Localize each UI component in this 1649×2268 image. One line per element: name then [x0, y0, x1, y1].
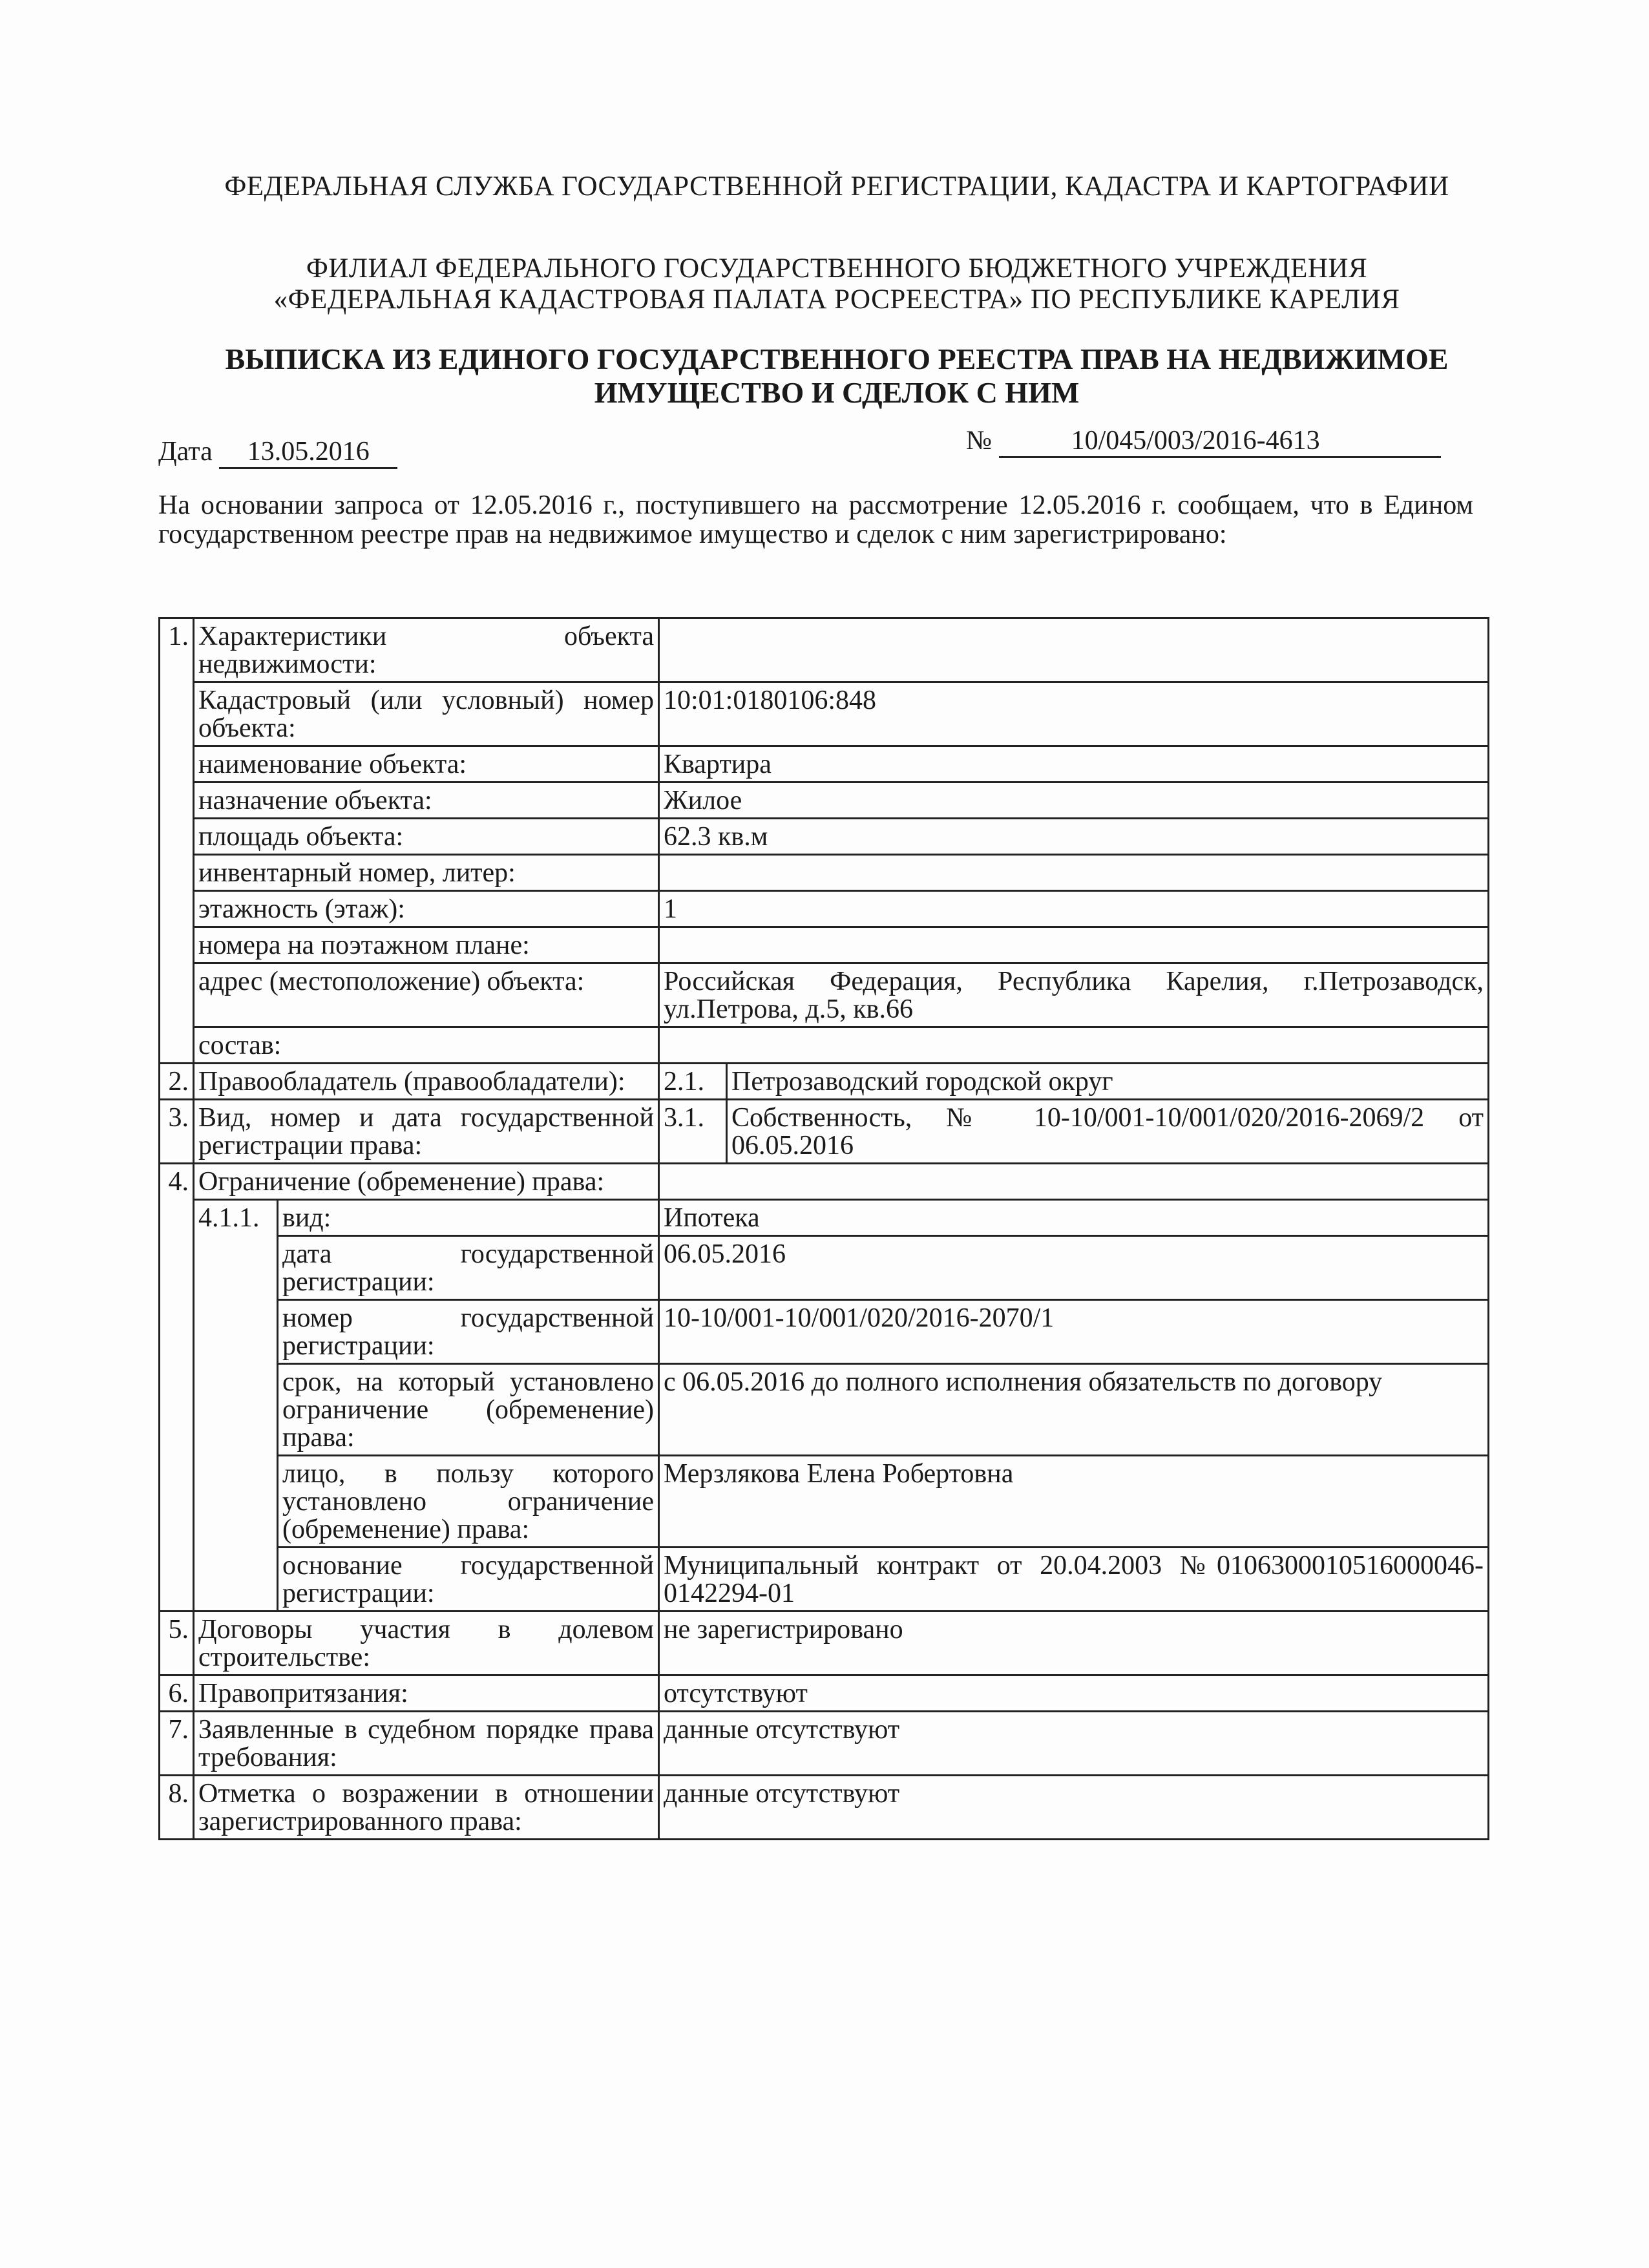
row-value — [659, 1164, 1489, 1200]
row-label: Заявленные в судебном порядке права требования: — [194, 1712, 659, 1776]
row-value: Петрозаводский городской округ — [727, 1064, 1489, 1100]
row-label: вид: — [278, 1200, 659, 1236]
row-value: Жилое — [659, 782, 1489, 819]
row-value — [659, 618, 1489, 682]
agency-heading: ФЕДЕРАЛЬНАЯ СЛУЖБА ГОСУДАРСТВЕННОЙ РЕГИСТРАЦИИ, КАДАСТРА И КАРТОГРАФИИ — [224, 171, 1449, 202]
row-value — [659, 1027, 1489, 1064]
table-row — [160, 1712, 1489, 1776]
sub-number: 2.1. — [659, 1064, 727, 1100]
row-value: Российская Федерация, Республика Карелия, г.Петрозаводск, ул.Петрова, д.5, кв.66 — [659, 963, 1489, 1027]
row-value: 1 — [659, 891, 1489, 927]
registry-table — [158, 617, 1489, 1840]
row-value: 10:01:0180106:848 — [659, 682, 1489, 746]
table-row — [160, 1364, 1489, 1456]
row-label: Отметка о возражении в отношении зарегистрированного права: — [194, 1776, 659, 1840]
row-label: адрес (местоположение) объекта: — [194, 963, 659, 1027]
section-number: 1. — [160, 618, 194, 1064]
row-value: Собственность, № 10-10/001-10/001/020/2016-2069/2 от 06.05.2016 — [727, 1100, 1489, 1164]
row-value: 62.3 кв.м — [659, 819, 1489, 855]
sub-number: 3.1. — [659, 1100, 727, 1164]
section-number: 7. — [160, 1712, 194, 1776]
row-value: данные отсутствуют — [659, 1776, 1489, 1840]
row-value: с 06.05.2016 до полного исполнения обязательств по договору — [659, 1364, 1489, 1456]
row-label: Договоры участия в долевом строительстве: — [194, 1612, 659, 1675]
table-row — [160, 963, 1489, 1027]
row-value — [659, 855, 1489, 891]
table-row — [160, 891, 1489, 927]
document-title: ВЫПИСКА ИЗ ЕДИНОГО ГОСУДАРСТВЕННОГО РЕЕСТРА ПРАВ НА НЕДВИЖИМОЕ ИМУЩЕСТВО И СДЕЛОК С НИМ — [225, 342, 1449, 409]
table-row — [160, 1300, 1489, 1364]
row-label: срок, на который установлено ограничение (обременение) права: — [278, 1364, 659, 1456]
row-label: этажность (этаж): — [194, 891, 659, 927]
section-number: 5. — [160, 1612, 194, 1675]
table-row — [160, 1456, 1489, 1548]
table-row — [160, 682, 1489, 746]
table-row — [160, 1548, 1489, 1612]
branch-heading: ФИЛИАЛ ФЕДЕРАЛЬНОГО ГОСУДАРСТВЕННОГО БЮДЖЕТНОГО УЧРЕЖДЕНИЯ «ФЕДЕРАЛЬНАЯ КАДАСТРОВАЯ ПАЛАТА РОСРЕЕСТРА» ПО РЕСПУБЛИКЕ КАРЕЛИЯ — [273, 253, 1400, 315]
row-value: Муниципальный контракт от 20.04.2003 №0106300010516000046-0142294-01 — [659, 1548, 1489, 1612]
row-label: Кадастровый (или условный) номер объекта: — [194, 682, 659, 746]
row-label: номер государственной регистрации: — [278, 1300, 659, 1364]
row-value — [659, 927, 1489, 963]
intro-paragraph: На основании запроса от 12.05.2016 г., поступившего на рассмотрение 12.05.2016 г. сообщаем, что в Едином государственном реестре прав на недвижимое имущество и сделок с ним зарегистрировано: — [158, 490, 1473, 549]
table-row — [160, 1164, 1489, 1200]
date-label: Дата — [158, 437, 213, 467]
table-row — [160, 1236, 1489, 1300]
row-value: данные отсутствуют — [659, 1712, 1489, 1776]
table-row — [160, 927, 1489, 963]
sub-number: 4.1.1. — [194, 1200, 278, 1612]
row-label: Ограничение (обременение) права: — [194, 1164, 659, 1200]
section-number: 2. — [160, 1064, 194, 1100]
table-row — [160, 1200, 1489, 1236]
section-number: 6. — [160, 1675, 194, 1712]
table-row — [160, 1776, 1489, 1840]
row-label: площадь объекта: — [194, 819, 659, 855]
section-number: 4. — [160, 1164, 194, 1612]
table-row — [160, 1675, 1489, 1712]
row-label: Правообладатель (правообладатели): — [194, 1064, 659, 1100]
date-line — [158, 436, 397, 469]
date-value: 13.05.2016 — [219, 436, 397, 469]
row-label: Вид, номер и дата государственной регистрации права: — [194, 1100, 659, 1164]
row-label: состав: — [194, 1027, 659, 1064]
row-label: наименование объекта: — [194, 746, 659, 782]
row-value: Мерзлякова Елена Робертовна — [659, 1456, 1489, 1548]
row-label: основание государственной регистрации: — [278, 1548, 659, 1612]
table-row — [160, 618, 1489, 682]
row-label: дата государственной регистрации: — [278, 1236, 659, 1300]
table-row — [160, 746, 1489, 782]
row-label: лицо, в пользу которого установлено ограничение (обременение) права: — [278, 1456, 659, 1548]
table-row — [160, 819, 1489, 855]
row-label: номера на поэтажном плане: — [194, 927, 659, 963]
table-row — [160, 855, 1489, 891]
row-value: 10-10/001-10/001/020/2016-2070/1 — [659, 1300, 1489, 1364]
row-value: отсутствуют — [659, 1675, 1489, 1712]
table-row — [160, 1027, 1489, 1064]
row-value: Квартира — [659, 746, 1489, 782]
section-number: 3. — [160, 1100, 194, 1164]
row-value: Ипотека — [659, 1200, 1489, 1236]
table-row — [160, 1064, 1489, 1100]
number-label: № — [966, 426, 993, 456]
section-number: 8. — [160, 1776, 194, 1840]
table-row — [160, 1612, 1489, 1675]
table-row — [160, 1100, 1489, 1164]
number-line — [966, 425, 1441, 458]
table-row — [160, 782, 1489, 819]
row-label: инвентарный номер, литер: — [194, 855, 659, 891]
number-value: 10/045/003/2016-4613 — [999, 425, 1441, 458]
row-label: Правопритязания: — [194, 1675, 659, 1712]
row-value: не зарегистрировано — [659, 1612, 1489, 1675]
row-label: назначение объекта: — [194, 782, 659, 819]
row-value: 06.05.2016 — [659, 1236, 1489, 1300]
row-label: Характеристики объекта недвижимости: — [194, 618, 659, 682]
